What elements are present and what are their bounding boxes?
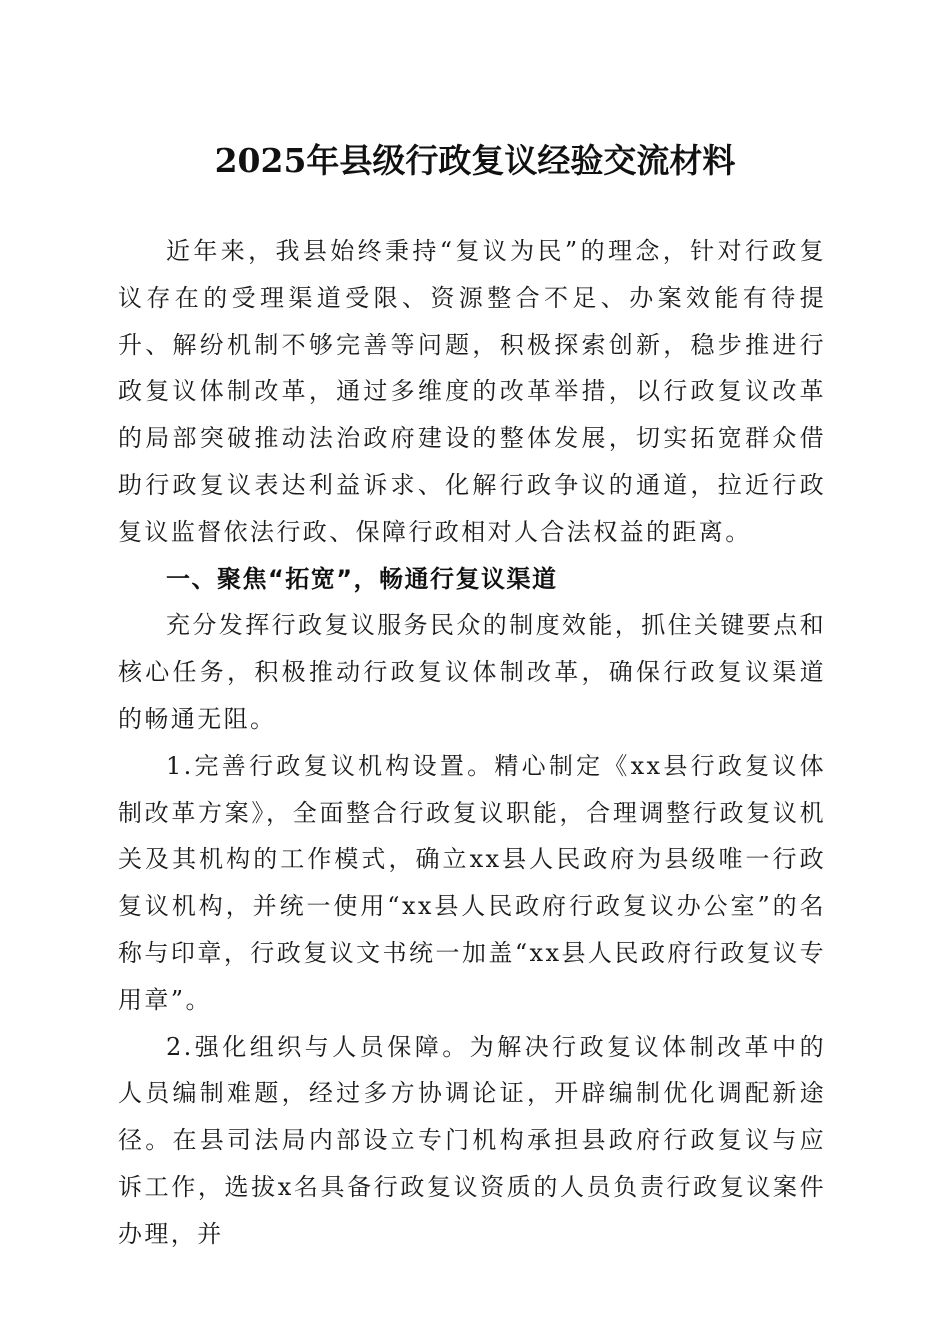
intro-paragraph: 近年来，我县始终秉持“复议为民”的理念，针对行政复议存在的受理渠道受限、资源整合不足、办案效能有待提升、解纷机制不够完善等问题，积极探索创新，稳步推进行政复议体制改革，通过多维度的改革举措，以行政复议改革的局部突破推动法治政府建设的整体发展，切实拓宽群众借助行政复议表达利益诉求、化解行政争议的通道，拉近行政复议监督依法行政、保障行政相对人合法权益的距离。 [118,237,826,546]
item-1-paragraph: 1.完善行政复议机构设置。精心制定《xx县行政复议体制改革方案》，全面整合行政复议职能，合理调整行政复议机关及其机构的工作模式，确立xx县人民政府为县级唯一行政复议机构，并统一使用“xx县人民政府行政复议办公室”的名称与印章，行政复议文书统一加盖“xx县人民政府行政复议专用章”。 [118,751,826,1014]
section-1-intro-paragraph: 充分发挥行政复议服务民众的制度效能，抓住关键要点和核心任务，积极推动行政复议体制改革，确保行政复议渠道的畅通无阻。 [118,611,826,733]
section-heading-1: 一、聚焦“拓宽”，畅通行复议渠道 [166,564,558,593]
item-2-paragraph: 2.强化组织与人员保障。为解决行政复议体制改革中的人员编制难题，经过多方协调论证，开辟编制优化调配新途径。在县司法局内部设立专门机构承担县政府行政复议与应诉工作，选拔x名具备行政复议资质的人员负责行政复议案件办理，并 [118,1032,826,1248]
document-body [118,228,826,1258]
document-title: 2025年县级行政复议经验交流材料 [214,141,736,180]
